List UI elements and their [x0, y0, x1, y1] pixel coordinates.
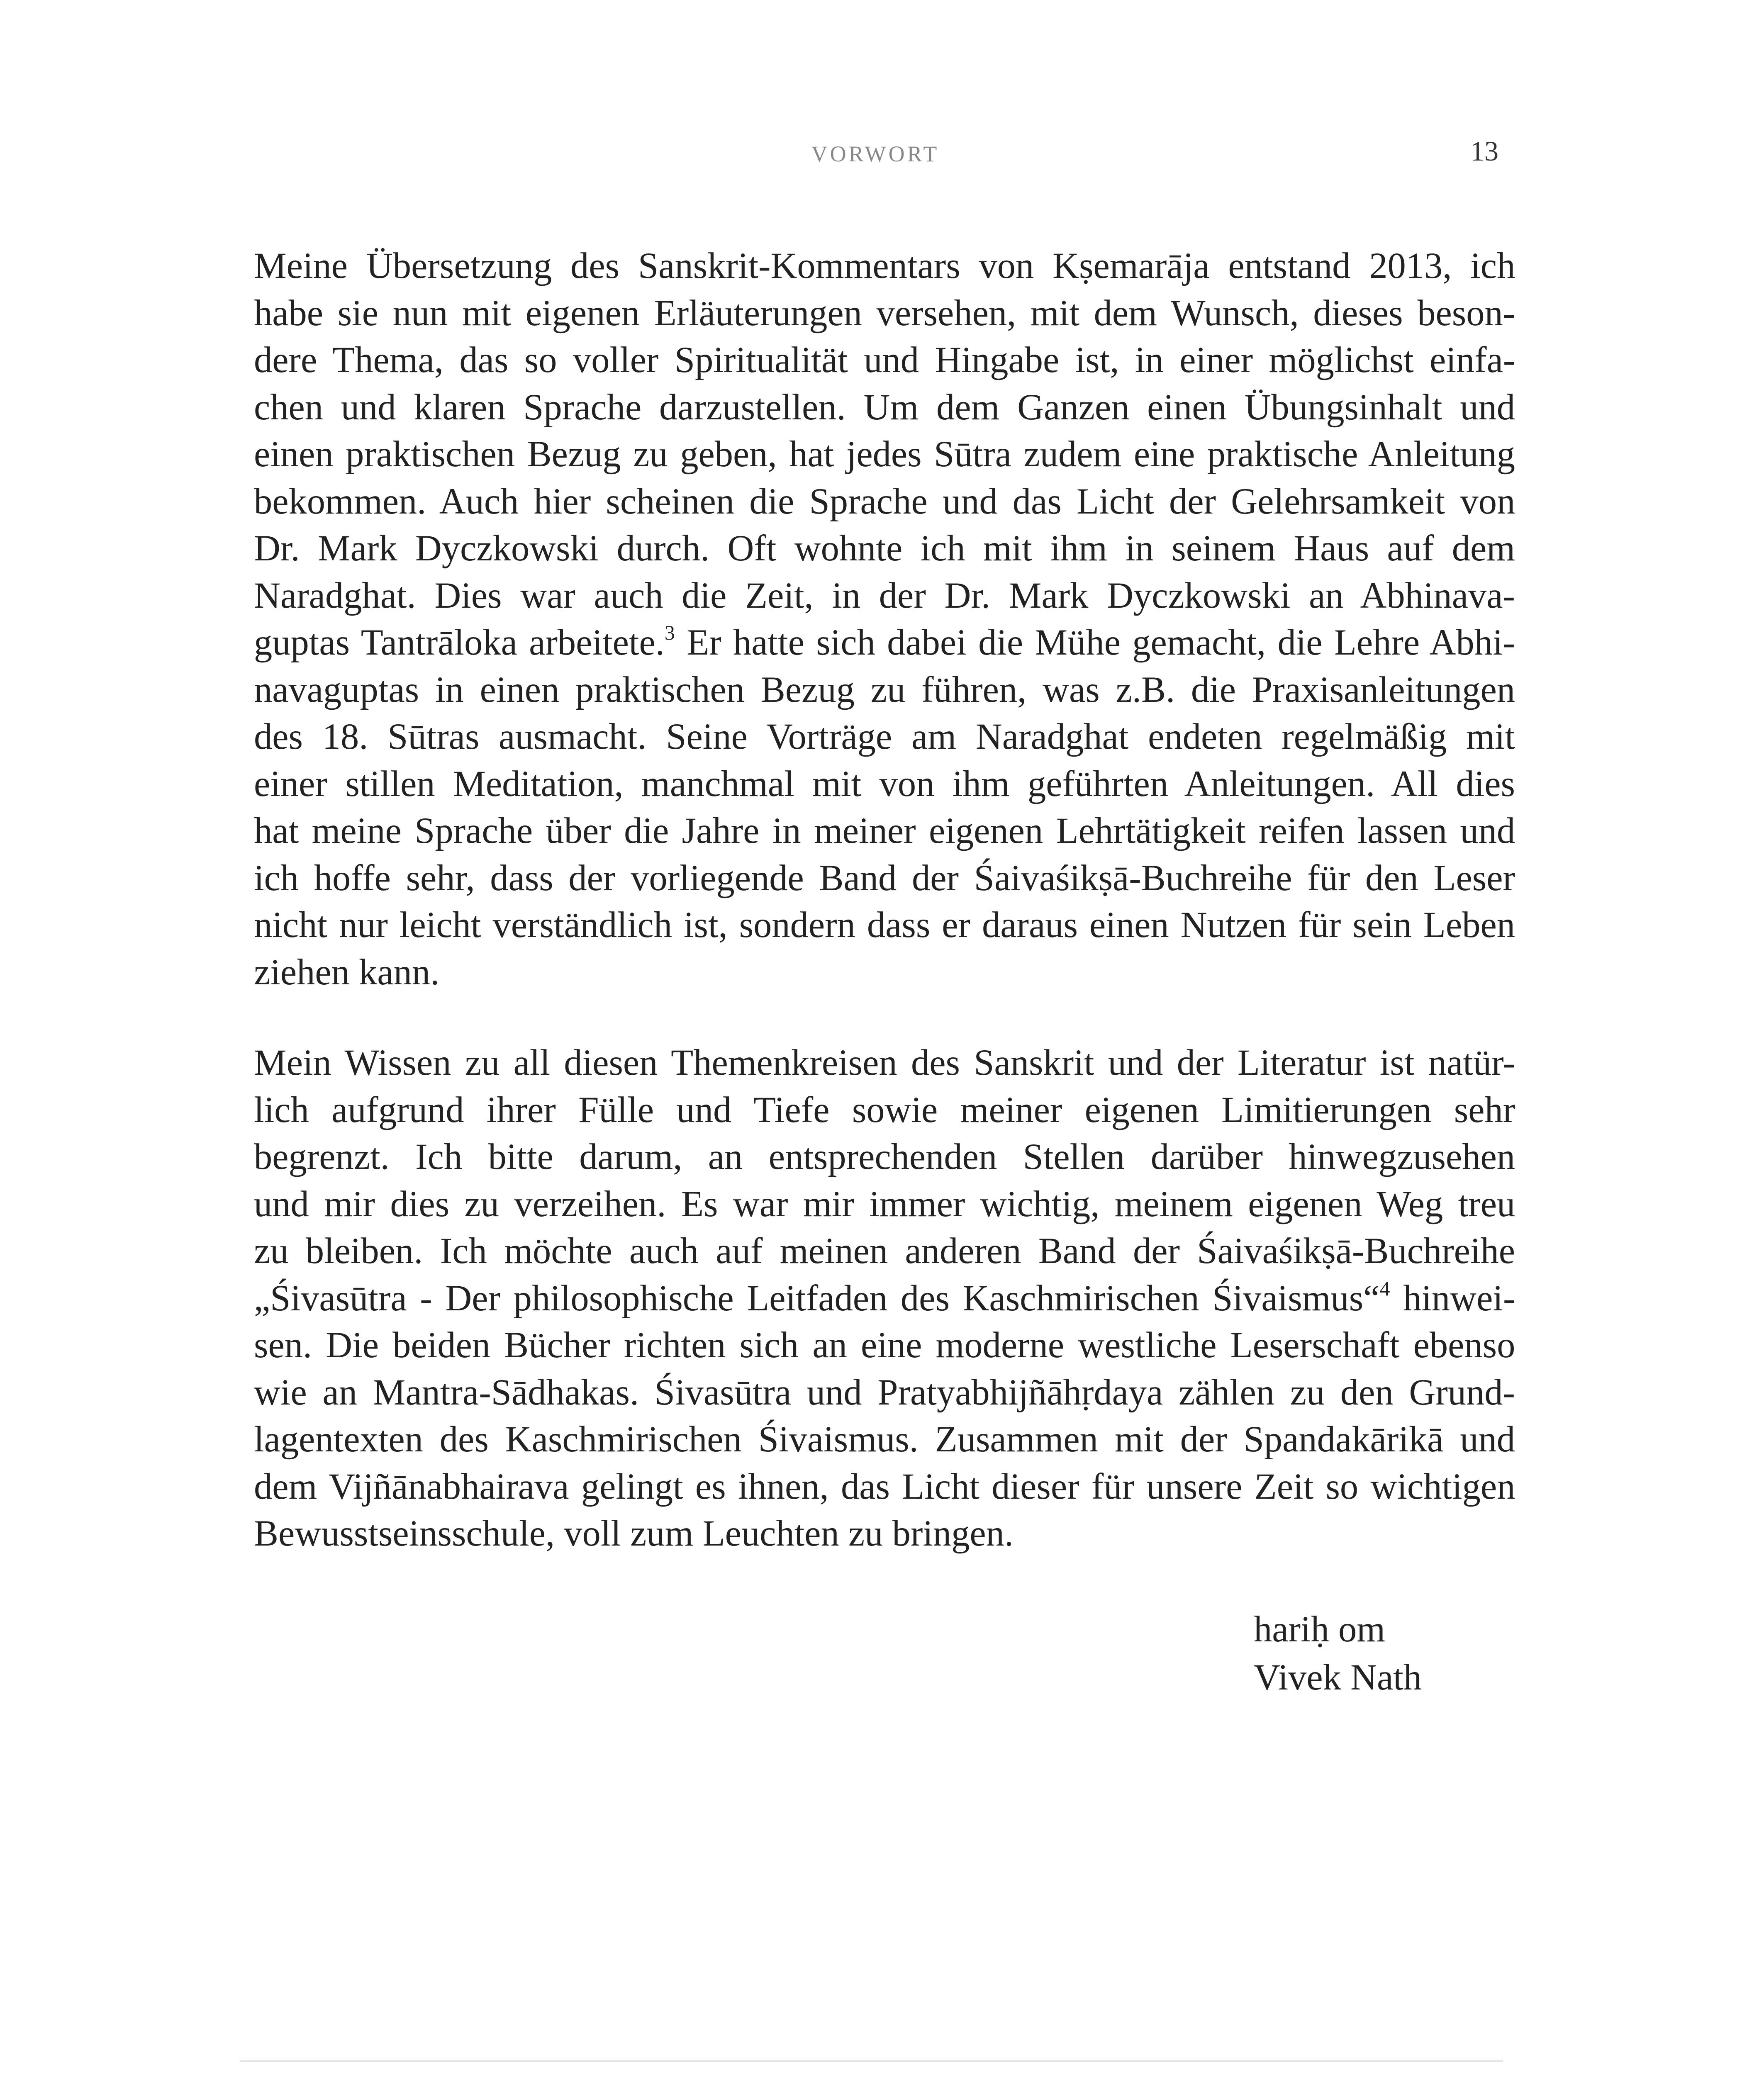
text-line: hat meine Sprache über die Jahre in meiner eigenen Lehrtätigkeit reifen lassen und — [254, 811, 1515, 851]
text-run: „Śivasūtra - Der philosophische Leitfaden des Kaschmirischen Śivaismus“ — [254, 1278, 1380, 1319]
footnote-reference-4[interactable]: 4 — [1379, 1276, 1390, 1300]
text-line: lich aufgrund ihrer Fülle und Tiefe sowie meiner eigenen Limitierungen sehr — [254, 1089, 1515, 1130]
text-line: bekommen. Auch hier scheinen die Sprache und das Licht der Gelehrsamkeit von — [254, 481, 1515, 522]
signature — [1254, 1605, 1422, 1702]
text-line-with-footnote — [254, 619, 1515, 667]
text-line: sen. Die beiden Bücher richten sich an eine moderne westliche Leserschaft ebenso — [254, 1325, 1515, 1366]
text-line: lagentexten des Kaschmirischen Śivaismus. Zusammen mit der Spandakārikā und — [254, 1419, 1515, 1460]
footnote-divider — [240, 2060, 1503, 2062]
text-run: Er hatte sich dabei die Mühe gemacht, die Lehre Abhi- — [675, 622, 1515, 663]
page-number: 13 — [1470, 135, 1498, 167]
text-line: des 18. Sūtras ausmacht. Seine Vorträge am Naradghat endeten regelmäßig mit — [254, 716, 1515, 757]
text-line: Meine Übersetzung des Sanskrit-Kommentars von Kṣemarāja entstand 2013, ich — [254, 246, 1515, 286]
text-line: ziehen kann. — [254, 952, 440, 993]
text-line: navaguptas in einen praktischen Bezug zu führen, was z.B. die Praxisanleitungen — [254, 669, 1515, 710]
text-line: Naradghat. Dies war auch die Zeit, in der Dr. Mark Dyczkowski an Abhinava- — [254, 575, 1515, 616]
salutation: hariḥ om — [1254, 1609, 1386, 1650]
text-line: Bewusstseinsschule, voll zum Leuchten zu bringen. — [254, 1513, 1014, 1554]
text-line-with-footnote — [254, 1275, 1515, 1322]
footnote-reference-3[interactable]: 3 — [664, 621, 675, 644]
text-line: und mir dies zu verzeihen. Es war mir immer wichtig, meinem eigenen Weg treu — [254, 1183, 1515, 1224]
text-line: habe sie nun mit eigenen Erläuterungen versehen, mit dem Wunsch, dieses beson- — [254, 292, 1515, 333]
text-line: chen und klaren Sprache darzustellen. Um dem Ganzen einen Übungsinhalt und — [254, 387, 1515, 428]
text-line: ich hoffe sehr, dass der vorliegende Band der Śaivaśikṣā-Buchreihe für den Leser — [254, 857, 1515, 898]
paragraph-2 — [254, 1039, 1515, 1558]
text-line: einer stillen Meditation, manchmal mit von ihm geführten Anleitungen. All dies — [254, 763, 1515, 804]
text-line: dem Vijñānabhairava gelingt es ihnen, das Licht dieser für unsere Zeit so wichtigen — [254, 1466, 1515, 1507]
text-run: hinwei- — [1390, 1278, 1515, 1319]
text-line: begrenzt. Ich bitte darum, an entsprechenden Stellen darüber hinwegzusehen — [254, 1137, 1515, 1177]
text-line: Dr. Mark Dyczkowski durch. Oft wohnte ich mit ihm in seinem Haus auf dem — [254, 528, 1515, 569]
text-line: zu bleiben. Ich möchte auch auf meinen anderen Band der Śaivaśikṣā-Buchreihe — [254, 1231, 1515, 1271]
text-line: wie an Mantra-Sādhakas. Śivasūtra und Pratyabhijñāhṛdaya zählen zu den Grund- — [254, 1372, 1515, 1413]
text-line: dere Thema, das so voller Spiritualität und Hingabe ist, in einer möglichst einfa- — [254, 340, 1515, 380]
paragraph-1 — [254, 243, 1515, 996]
text-line: Mein Wissen zu all diesen Themenkreisen des Sanskrit und der Literatur ist natür- — [254, 1042, 1515, 1083]
text-run: guptas Tantrāloka arbeitete. — [254, 622, 665, 663]
text-line: einen praktischen Bezug zu geben, hat jedes Sūtra zudem eine praktische Anleitung — [254, 434, 1515, 475]
running-head: VORWORT — [811, 141, 940, 166]
author-name: Vivek Nath — [1254, 1657, 1422, 1698]
text-line: nicht nur leicht verständlich ist, sondern dass er daraus einen Nutzen für sein Leben — [254, 905, 1515, 945]
